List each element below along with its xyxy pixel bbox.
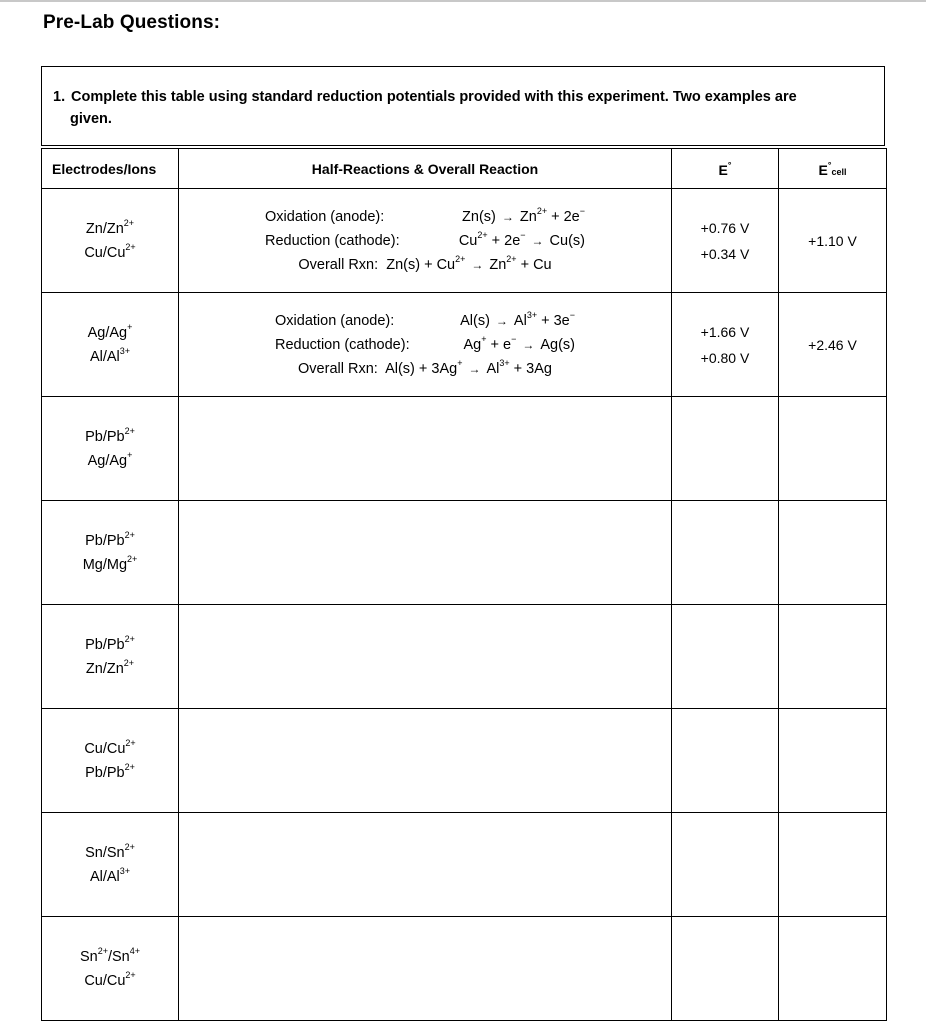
- reduction-line: [265, 229, 585, 253]
- oxidation-line: [275, 309, 575, 333]
- oxidation-equation: $Al(s) \to Al^{3+} + 3e^-$: [460, 309, 575, 333]
- table-row: [42, 813, 887, 917]
- electrode-2: $Mg/Mg^{2+}$: [82, 553, 138, 573]
- reactions-cell: [179, 293, 672, 397]
- overall-reaction: Overall Rxn: $Zn(s) + Cu^{2+} \to Zn^{2+} + Cu$: [265, 253, 585, 277]
- electrodes-cell: [42, 917, 179, 1021]
- question-text: [53, 86, 873, 130]
- reactions-cell-blank[interactable]: [179, 501, 672, 605]
- oxidation-label: Oxidation (anode):: [275, 312, 395, 329]
- electrodes-cell: [42, 397, 179, 501]
- electrode-2: Ag/Ag+: [87, 449, 133, 469]
- table-row: [42, 189, 887, 293]
- electrode-1: $Sn/Sn^{2+}$: [85, 841, 135, 861]
- reduction-label: Reduction (cathode):: [265, 232, 400, 249]
- ecell-cell-blank[interactable]: [779, 917, 887, 1021]
- reactions-cell-blank[interactable]: [179, 917, 672, 1021]
- oxidation-equation: $Zn(s) \to Zn^{2+} + 2e^-$: [462, 205, 585, 229]
- header-electrodes: Electrodes/Ions: [42, 149, 179, 189]
- top-divider: [0, 0, 926, 2]
- header-e: [672, 149, 779, 189]
- electrode-1: $Pb/Pb^{2+}$: [85, 425, 135, 445]
- electrode-1: $Cu/Cu^{2+}$: [84, 737, 136, 757]
- overall-reaction: Overall Rxn: $Al(s) + 3Ag^+ \to Al^{3+} + 3Ag$: [275, 357, 575, 381]
- table-row: [42, 917, 887, 1021]
- potential-2: +0.34 V: [700, 245, 750, 262]
- electrode-1: $Sn^{2+}/Sn^{4+}$: [79, 945, 141, 965]
- ecell-cell-blank[interactable]: [779, 397, 887, 501]
- electrode-2: $Pb/Pb^{2+}$: [85, 761, 135, 781]
- header-reactions: Half-Reactions & Overall Reaction: [179, 149, 672, 189]
- potential-1: +1.66 V: [700, 323, 750, 340]
- ecell-cell-blank[interactable]: [779, 813, 887, 917]
- header-ecell: [779, 149, 887, 189]
- header-ecell-text: E: [818, 161, 828, 178]
- reaction-table: [41, 148, 887, 1021]
- table-header-row: [42, 149, 887, 189]
- table-row: [42, 605, 887, 709]
- potential-cell-blank[interactable]: [672, 605, 779, 709]
- electrode-1: $Zn/Zn^{2+}$: [85, 217, 135, 237]
- potential-cell-blank[interactable]: [672, 709, 779, 813]
- question-number: 1.: [53, 89, 66, 105]
- electrode-1: $Pb/Pb^{2+}$: [85, 529, 135, 549]
- oxidation-line: [265, 205, 585, 229]
- header-e-text: E: [718, 161, 728, 178]
- question-box: [41, 66, 885, 146]
- ecell-value: +1.10 V: [779, 189, 887, 293]
- arrow-icon: →: [495, 313, 508, 328]
- reduction-equation: $Cu^{2+} + 2e^- \to Cu(s)$: [459, 229, 585, 253]
- header-ecell-degree: °: [827, 159, 832, 170]
- electrode-2: $Zn/Zn^{2+}$: [85, 657, 135, 677]
- electrode-2: $Al/Al^{3+}$: [89, 345, 131, 365]
- electrode-2: $Cu/Cu^{2+}$: [84, 241, 136, 261]
- ecell-cell-blank[interactable]: [779, 501, 887, 605]
- ecell-cell-blank[interactable]: [779, 709, 887, 813]
- electrode-1: $Pb/Pb^{2+}$: [85, 633, 135, 653]
- electrodes-cell: [42, 293, 179, 397]
- question-line-1: Complete this table using standard reduction potentials provided with this experiment. Two examples are: [71, 89, 797, 105]
- electrode-2: $Cu/Cu^{2+}$: [84, 969, 136, 989]
- ecell-cell-blank[interactable]: [779, 605, 887, 709]
- potential-2: +0.80 V: [700, 349, 750, 366]
- question-line-2: given.: [70, 111, 112, 127]
- reactions-cell-blank[interactable]: [179, 605, 672, 709]
- potential-1: +0.76 V: [700, 219, 750, 236]
- reduction-label: Reduction (cathode):: [275, 336, 410, 353]
- electrode-2: $Al/Al^{3+}$: [89, 865, 131, 885]
- arrow-icon: →: [501, 209, 514, 224]
- reactions-cell-blank[interactable]: [179, 813, 672, 917]
- potential-cell: [672, 293, 779, 397]
- reactions-cell-blank[interactable]: [179, 709, 672, 813]
- table-row: [42, 397, 887, 501]
- table-row: [42, 501, 887, 605]
- table-row: [42, 709, 887, 813]
- electrode-1: Ag/Ag+: [87, 321, 133, 341]
- electrodes-cell: [42, 501, 179, 605]
- potential-cell: [672, 189, 779, 293]
- reduction-line: [275, 333, 575, 357]
- potential-cell-blank[interactable]: [672, 813, 779, 917]
- arrow-icon: →: [522, 337, 535, 352]
- electrodes-cell: [42, 813, 179, 917]
- header-e-degree: °: [727, 159, 732, 170]
- reactions-cell-blank[interactable]: [179, 397, 672, 501]
- oxidation-label: Oxidation (anode):: [265, 208, 385, 225]
- electrodes-cell: [42, 605, 179, 709]
- arrow-icon: →: [471, 257, 484, 272]
- arrow-icon: →: [531, 233, 544, 248]
- potential-cell-blank[interactable]: [672, 917, 779, 1021]
- reactions-cell: [179, 189, 672, 293]
- header-ecell-sub: cell: [831, 166, 847, 177]
- electrodes-cell: [42, 709, 179, 813]
- arrow-icon: →: [468, 361, 481, 376]
- electrodes-cell: [42, 189, 179, 293]
- ecell-value: +2.46 V: [779, 293, 887, 397]
- half-reactions: [265, 205, 585, 277]
- reduction-equation: Ag+ + e− → Ag(s): [463, 333, 575, 357]
- potential-cell-blank[interactable]: [672, 397, 779, 501]
- page-title: Pre-Lab Questions:: [43, 12, 221, 33]
- half-reactions: [275, 309, 575, 381]
- potential-cell-blank[interactable]: [672, 501, 779, 605]
- table-row: [42, 293, 887, 397]
